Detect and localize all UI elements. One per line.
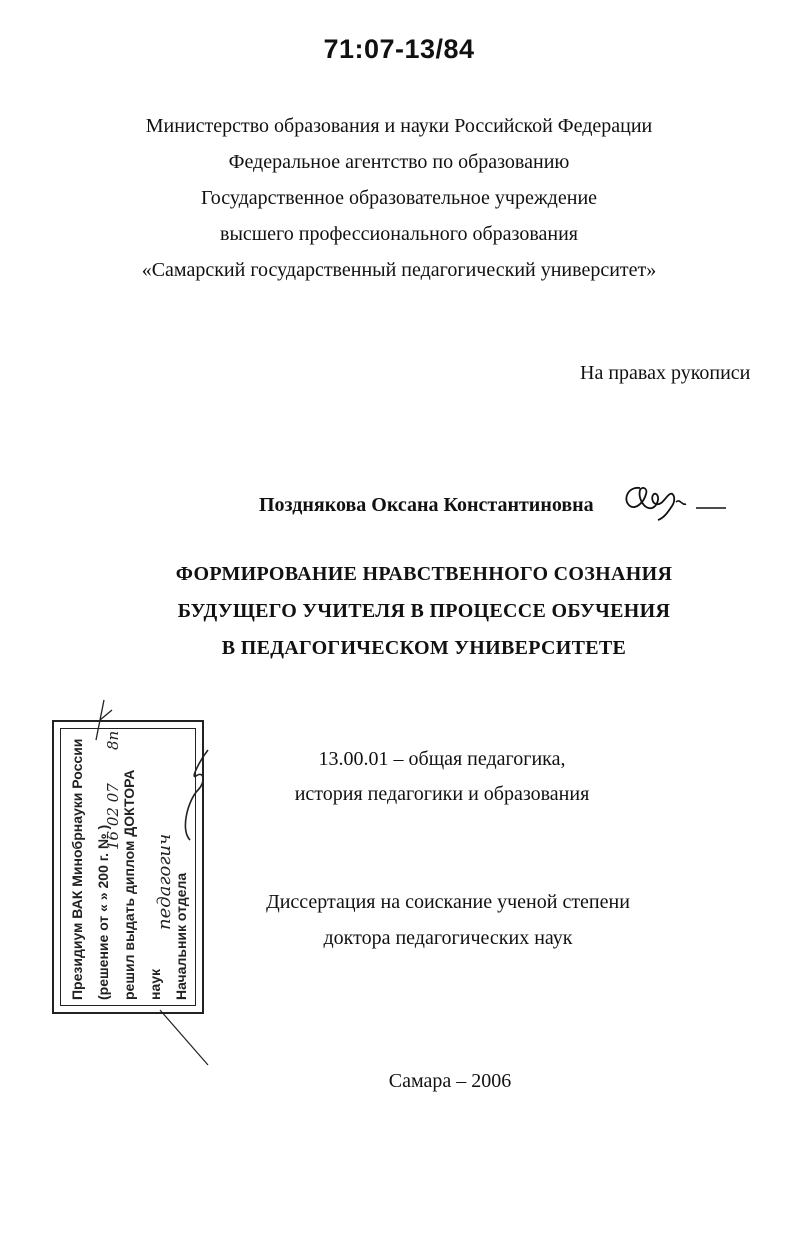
institution-type-line: Государственное образовательное учреждение: [200, 187, 598, 209]
stamp-signature: [185, 750, 208, 840]
specialty-block: [212, 742, 672, 812]
degree-line: доктора педагогических наук: [323, 927, 573, 949]
dissertation-title: [0, 556, 798, 667]
city-year: Самара – 2006: [388, 1070, 512, 1092]
stamp-pointer-line: [160, 1010, 208, 1065]
stamp-line: (решение от « » 200 г. № ): [95, 824, 111, 1000]
stamp-line: Начальник отдела: [173, 872, 189, 1000]
title-line: В ПЕДАГОГИЧЕСКОМ УНИВЕРСИТЕТЕ: [221, 637, 627, 659]
specialty-name-line: история педагогики и образования: [294, 783, 590, 805]
organization-block: [0, 108, 798, 288]
catalog-number: 71:07-13/84: [323, 34, 475, 64]
author-name: Позднякова Оксана Константиновна: [259, 494, 594, 516]
handwritten-field: педагогич: [154, 833, 175, 930]
ministry-line: Министерство образования и науки Российской Федерации: [145, 115, 653, 137]
stamp-line: наук: [147, 968, 163, 1000]
degree-block: [218, 884, 678, 956]
stamp-handwriting: [40, 680, 230, 1070]
handwritten-number: 8п: [104, 730, 122, 750]
agency-line: Федеральное агентство по образованию: [228, 151, 570, 173]
university-name-line: «Самарский государственный педагогический университет»: [141, 259, 657, 281]
stamp-line: решил выдать диплом ДОКТОРА: [121, 769, 137, 1000]
stamp-line: Президиум ВАК Минобрнауки России: [69, 738, 85, 1000]
manuscript-rights-note: На правах рукописи: [580, 362, 751, 384]
handwritten-date: 16 02 07: [104, 783, 122, 850]
title-line: БУДУЩЕГО УЧИТЕЛЯ В ПРОЦЕССЕ ОБУЧЕНИЯ: [177, 600, 671, 622]
author-signature: [618, 478, 728, 524]
education-level-line: высшего профессионального образования: [220, 223, 578, 245]
specialty-code-line: 13.00.01 – общая педагогика,: [318, 748, 566, 770]
title-line: ФОРМИРОВАНИЕ НРАВСТВЕННОГО СОЗНАНИЯ: [175, 563, 673, 585]
degree-line: Диссертация на соискание ученой степени: [266, 891, 630, 913]
